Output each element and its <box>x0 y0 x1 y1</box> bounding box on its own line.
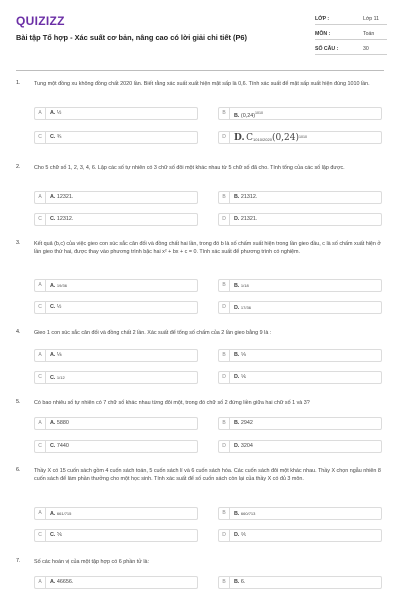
option-a[interactable]: A A. 661/715 <box>34 507 198 520</box>
option-letter: C <box>35 132 46 143</box>
option-d[interactable]: D D. 3204 <box>218 440 382 453</box>
class-value: Lớp 11 <box>363 16 379 22</box>
question-text: Có bao nhiêu số tự nhiên có 7 chữ số khác nhau từng đôi một, trong đó chữ số 2 đứng liền giữa hai chữ số 1 và 3? <box>34 400 310 406</box>
question-text: Cho 5 chữ số 1, 2, 3, 4, 6. Lập các số tự nhiên có 3 chữ số đôi một khác nhau từ 5 chữ số đã cho. Tính tổng của các số lập được. <box>34 165 345 171</box>
subject-value: Toán <box>363 31 375 37</box>
option-b[interactable]: B B. 6. <box>218 576 382 589</box>
option-b[interactable]: B B. 1/18 <box>218 279 382 292</box>
question-text: Thầy X có 15 cuốn sách gồm 4 cuốn sách toán, 5 cuốn sách lí và 6 cuốn sách hóa. Các cuốn sách đôi một khác nhau. Thầy X chọn ngẫu nhiên 8 cuốn sách để làm phần thưởng cho một học sinh. Tính xác suất để số cuốn sách còn lại của thầy X có đủ 3 môn. <box>34 468 381 483</box>
question-number: 6. <box>16 467 21 473</box>
option-d[interactable]: D D. ⅖ <box>218 529 382 542</box>
question-number: 2. <box>16 164 21 170</box>
option-letter: B <box>219 577 230 588</box>
option-letter: B <box>219 350 230 361</box>
option-a[interactable]: A A. 12321. <box>34 191 198 204</box>
option-b[interactable]: B B. 2942 <box>218 417 382 430</box>
option-letter: B <box>219 108 230 119</box>
question-count-value: 30 <box>363 46 369 52</box>
option-letter: D <box>219 530 230 541</box>
option-letter: A <box>35 350 46 361</box>
option-letter: B <box>219 508 230 519</box>
option-letter: C <box>35 372 46 383</box>
class-label: LỚP : <box>315 16 330 22</box>
option-letter: B <box>219 418 230 429</box>
question-text: Số các hoán vị của một tập hợp có 6 phần tử là: <box>34 559 150 565</box>
option-c[interactable]: C C. ½ <box>34 301 198 314</box>
question-text: Tung một đồng xu không đồng chất 2020 lần. Biết rằng xác suất xuất hiện mặt sấp là 0,6. Tính xác suất để mặt sấp xuất hiện đúng 1010 lần. <box>34 81 370 87</box>
option-letter: A <box>35 280 46 291</box>
option-letter: A <box>35 577 46 588</box>
option-letter: A <box>35 508 46 519</box>
option-d[interactable]: D D. ⅙ <box>218 371 382 384</box>
header-divider <box>16 70 384 71</box>
option-d[interactable]: D D. $C1010/2020(0,24)^{1010}$ <box>218 131 382 144</box>
option-letter: D <box>219 441 230 452</box>
subject-label: MÔN : <box>315 31 331 37</box>
option-a[interactable]: A A. 19/36 <box>34 279 198 292</box>
document-title: Bài tập Tổ hợp - Xác suất cơ bản, nâng cao có lời giải chi tiết (P6) <box>16 33 247 42</box>
question-number: 3. <box>16 240 21 246</box>
option-letter: A <box>35 418 46 429</box>
option-c[interactable]: C C. 12312. <box>34 213 198 226</box>
option-letter: D <box>219 372 230 383</box>
option-letter: C <box>35 214 46 225</box>
option-a[interactable]: A A. ⅛ <box>34 349 198 362</box>
option-letter: A <box>35 108 46 119</box>
option-b[interactable]: B B. 660/713 <box>218 507 382 520</box>
option-b[interactable]: B B. ⅑ <box>218 349 382 362</box>
question-number: 1. <box>16 80 21 86</box>
option-a[interactable]: A A. 46656. <box>34 576 198 589</box>
option-letter: B <box>219 192 230 203</box>
option-letter: C <box>35 530 46 541</box>
question-number: 4. <box>16 329 21 335</box>
option-c[interactable]: C C. ⅚ <box>34 529 198 542</box>
option-letter: A <box>35 192 46 203</box>
option-a[interactable]: A A. 5880 <box>34 417 198 430</box>
option-letter: B <box>219 280 230 291</box>
option-d[interactable]: D D. 21321. <box>218 213 382 226</box>
option-c[interactable]: C C. 7440 <box>34 440 198 453</box>
option-letter: D <box>219 302 230 313</box>
option-c[interactable]: C C. 1/12 <box>34 371 198 384</box>
option-letter: C <box>35 441 46 452</box>
option-letter: C <box>35 302 46 313</box>
option-a[interactable]: A A. ½ <box>34 107 198 120</box>
option-b[interactable]: B B. $(0,24)^{1010}$ <box>218 107 382 120</box>
option-b[interactable]: B B. 21312. <box>218 191 382 204</box>
question-number: 5. <box>16 399 21 405</box>
question-number: 7. <box>16 558 21 564</box>
question-count-label: SỐ CÂU : <box>315 46 339 52</box>
option-c[interactable]: C C. ¾ <box>34 131 198 144</box>
option-letter: D <box>219 132 230 143</box>
option-d[interactable]: D D. 17/36 <box>218 301 382 314</box>
question-text: Kết quả (b,c) của việc gieo con súc sắc cân đối và đồng chất hai lần, trong đó b là số chấm xuất hiện trong lần gieo đầu, c là số chấm xuất hiện ở lần gieo thứ hai, được thay vào phương trình bậc hai x² + bx + c = 0. Tính xác suất để phương trình có nghiệm. <box>34 241 381 256</box>
page-header <box>0 0 400 66</box>
option-letter: D <box>219 214 230 225</box>
question-text: Gieo 1 con súc sắc cân đối và đồng chất 2 lần. Xác suất để tổng số chấm của 2 lần gieo bằng 9 là : <box>34 330 272 336</box>
quizizz-logo: QUIZIZZ <box>16 14 65 28</box>
